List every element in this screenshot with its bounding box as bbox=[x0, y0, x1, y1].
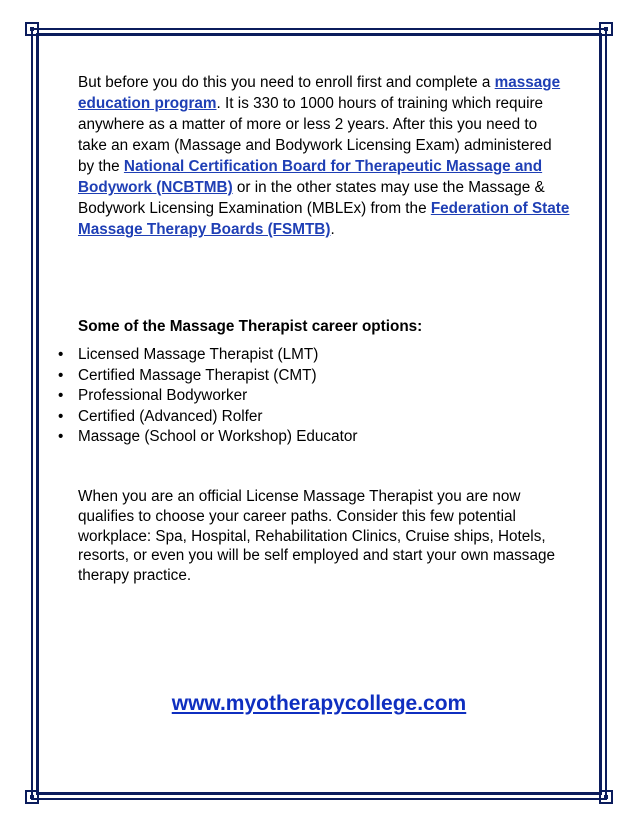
bullet-icon: • bbox=[58, 346, 64, 363]
corner-ornament-icon bbox=[599, 790, 613, 804]
list-item-label: Certified (Advanced) Rolfer bbox=[78, 407, 263, 425]
fsmtb-link[interactable]: Federation of State Massage Therapy Boards (FSMTB) bbox=[78, 200, 570, 238]
list-item bbox=[58, 427, 357, 448]
intro-text: . bbox=[330, 221, 335, 238]
list-item-label: Massage (School or Workshop) Educator bbox=[78, 428, 358, 446]
list-item bbox=[58, 407, 357, 428]
closing-paragraph: When you are an official License Massage Therapist you are now qualifies to choose your career paths. Consider this few potential workplace: Spa, Hospital, Rehabilitation Clinics, Cruise ships, Hotels, resorts, or even you will be self employed and start your own massage therapy practice. bbox=[78, 488, 555, 585]
ncbtmb-link[interactable]: National Certification Board for Therapeutic Massage and Bodywork (NCBTMB) bbox=[78, 158, 543, 196]
corner-ornament-icon bbox=[599, 22, 613, 36]
bullet-icon: • bbox=[58, 407, 64, 425]
list-item-label: Licensed Massage Therapist (LMT) bbox=[78, 346, 319, 363]
bullet-icon: • bbox=[58, 387, 64, 405]
career-options-list bbox=[58, 345, 357, 448]
intro-paragraph bbox=[78, 72, 570, 240]
corner-ornament-icon bbox=[25, 22, 39, 36]
intro-text: or in the other states may use the Massage & Bodywork Licensing Examination (MBLEx) from the bbox=[78, 179, 545, 217]
list-item-label: Professional Bodyworker bbox=[78, 387, 248, 405]
corner-ornament-icon bbox=[25, 790, 39, 804]
list-item bbox=[58, 366, 357, 387]
intro-text: . It is 330 to 1000 hours of training which require anywhere as a matter of more or less 2 years. After this you need to take an exam (Massage and Bodywork Licensing Exam) administered by the bbox=[78, 95, 552, 175]
list-item bbox=[58, 386, 357, 407]
massage-education-program-link[interactable]: massage education program bbox=[78, 74, 561, 112]
intro-text: But before you do this you need to enroll first and complete a bbox=[78, 74, 495, 91]
website-link[interactable]: www.myotherapycollege.com bbox=[171, 692, 467, 715]
list-item-label: Certified Massage Therapist (CMT) bbox=[78, 366, 317, 384]
bullet-icon: • bbox=[58, 428, 64, 446]
bullet-icon: • bbox=[58, 366, 64, 384]
career-options-heading: Some of the Massage Therapist career options: bbox=[78, 318, 423, 335]
website-footer bbox=[0, 692, 638, 716]
list-item bbox=[58, 345, 357, 366]
